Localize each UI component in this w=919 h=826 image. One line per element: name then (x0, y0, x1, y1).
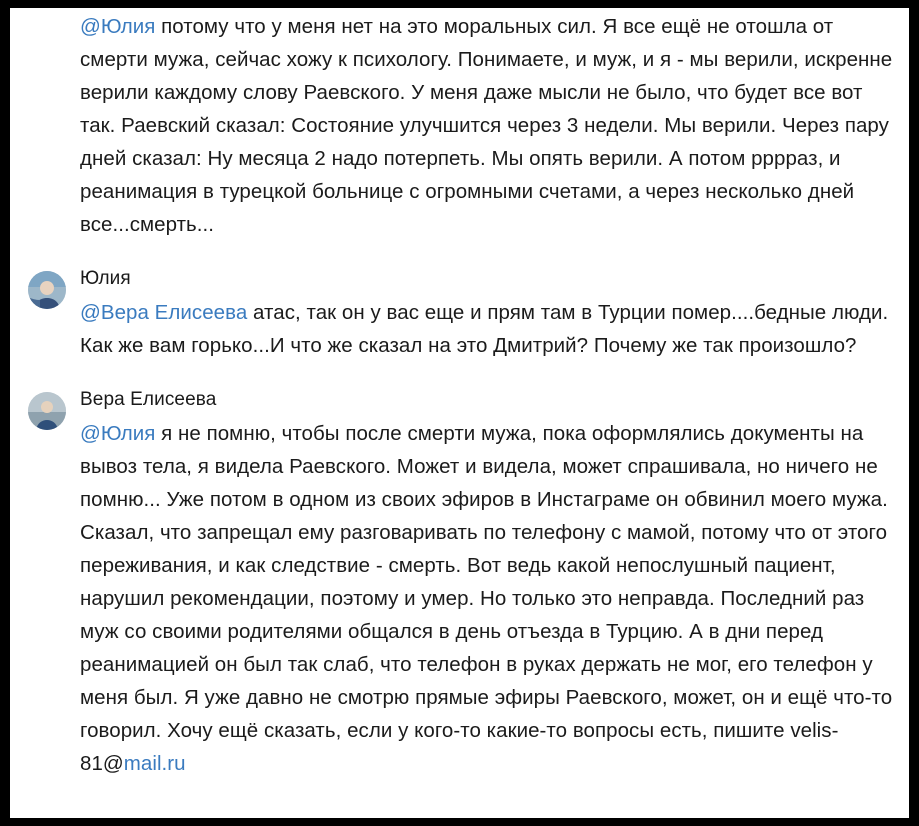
comment-text (80, 296, 895, 362)
comment-item (28, 8, 895, 241)
comment-divider-spacer (28, 362, 895, 388)
mention-link[interactable]: @Вера Елисеева (80, 301, 248, 324)
comment-divider-spacer (28, 241, 895, 267)
mention-link[interactable]: @Юлия (80, 15, 156, 38)
avatar-image (28, 392, 66, 430)
comment-body-text: потому что у меня нет на это моральных сил. Я все ещё не отошла от смерти мужа, сейчас хожу к психологу. Понимаете, и муж, и я - мы верили, искренне верили каждому слову Раевского. У меня даже мысли не было, что будет все вот так. Раевский сказал: Состояние улучшится через 3 недели. Мы верили. Через пару дней сказал: Ну месяца 2 надо потерпеть. Мы опять верили. А потом рррраз, и реанимация в турецкой больнице с огромными счетами, а через несколько дней все...смерть... (80, 15, 893, 236)
comment-text (80, 10, 895, 241)
comment-body-text: я не помню, чтобы после смерти мужа, пока оформлялись документы на вывоз тела, я видела Раевского. Может и видела, может спрашивала, но ничего не помню... Уже потом в одном из своих эфиров в Инстаграме он обвинил моего мужа. Сказал, что запрещал ему разговаривать по телефону с мамой, потому что от этого переживания, и как следствие - смерть. Вот ведь какой непослушный пациент, нарушил рекомендации, поэтому и умер. Но только это неправда. Последний раз муж со своими родителями общался в день отъезда в Турцию. А в дни перед реанимацией он был так слаб, что телефон в руках держать не мог, его телефон у меня был. Я уже давно не смотрю прямые эфиры Раевского, может, он и ещё что-то говорил. Хочу ещё сказать, если у кого-то какие-то вопросы есть, пишите velis-81@ (80, 422, 893, 775)
comment-author[interactable]: Юлия (80, 268, 131, 289)
comment-body (80, 388, 895, 780)
mention-link[interactable]: @Юлия (80, 422, 156, 445)
comment-text (80, 417, 895, 780)
avatar-image (28, 271, 66, 309)
avatar[interactable] (28, 392, 66, 430)
comment-body-text: атас, так он у вас еще и прям там в Турции помер....бедные люди. Как же вам горько...И что же сказал на это Дмитрий? Почему же так произошло? (80, 301, 889, 357)
comment-author[interactable]: Вера Елисеева (80, 389, 217, 410)
comment-thread-panel[interactable] (10, 8, 909, 818)
avatar[interactable] (28, 271, 66, 309)
email-link[interactable]: mail.ru (123, 752, 186, 775)
comment-item (28, 267, 895, 362)
comment-body (80, 267, 895, 362)
comment-item (28, 388, 895, 780)
